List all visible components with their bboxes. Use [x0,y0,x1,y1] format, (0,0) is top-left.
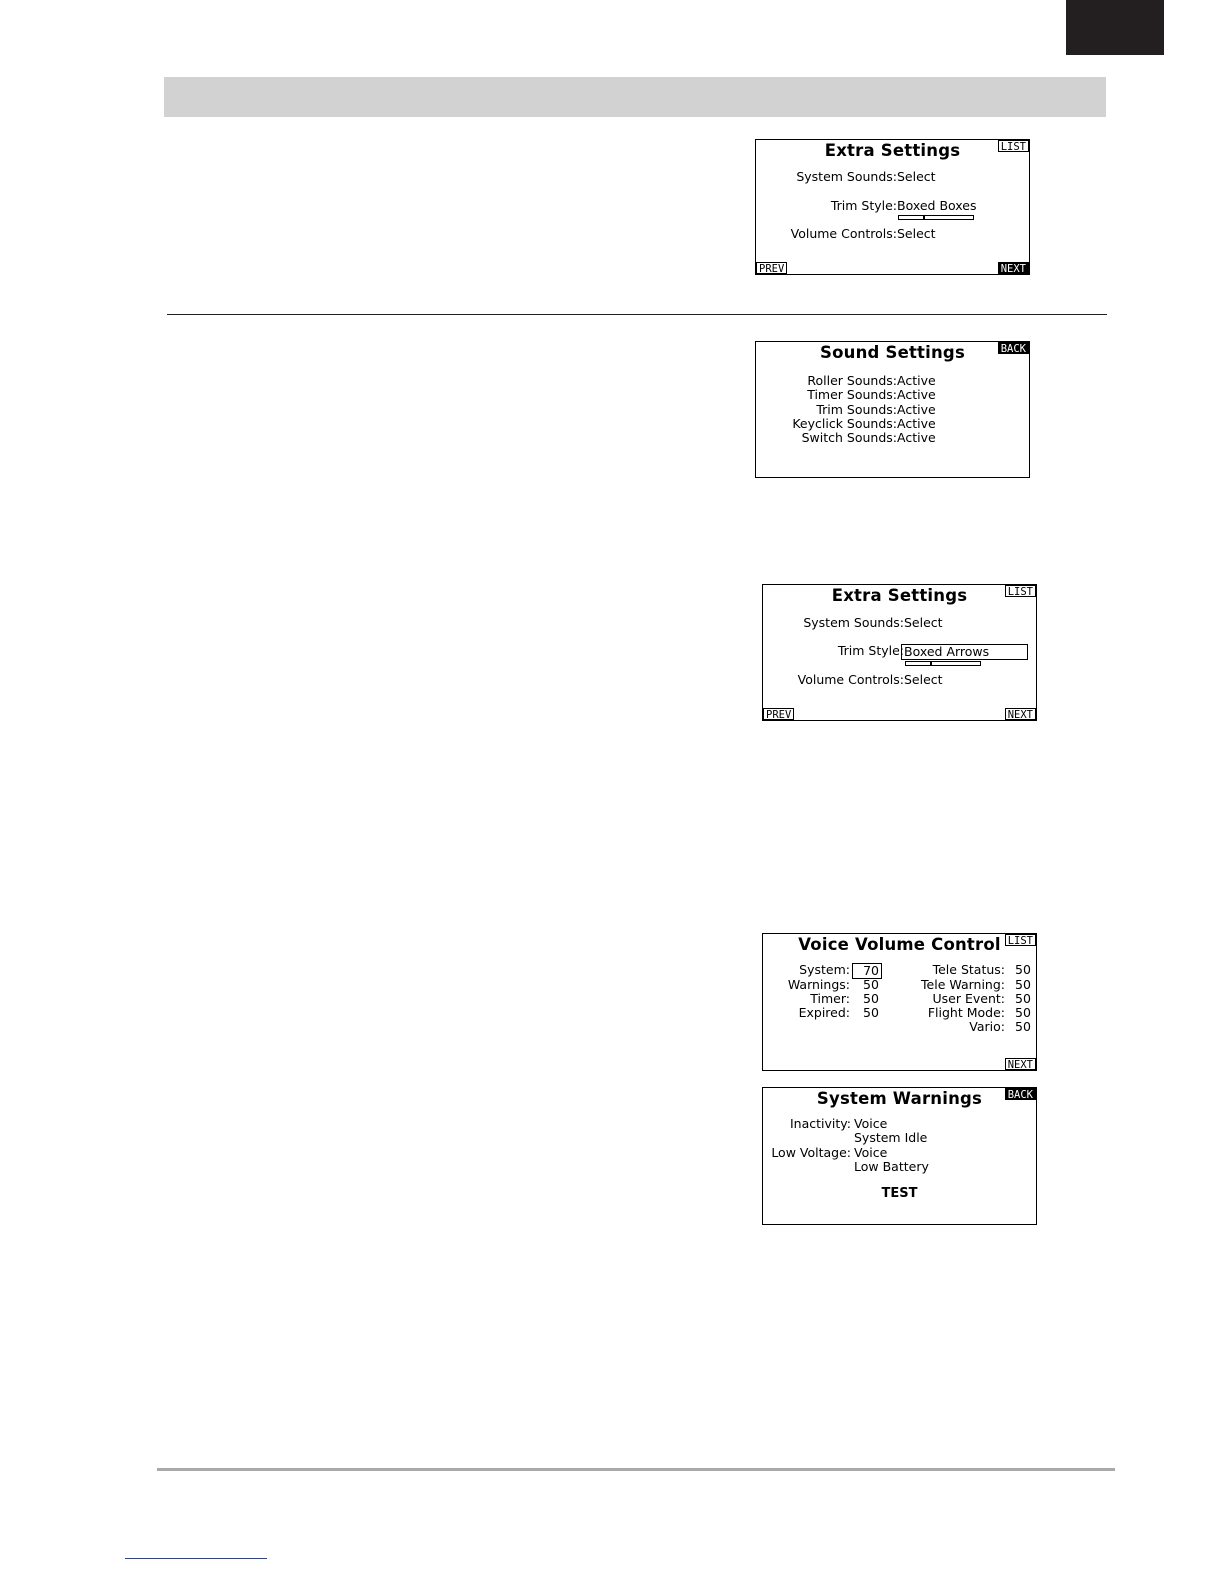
voice-right-label: User Event: [932,991,1005,1006]
next-button[interactable]: NEXT [998,262,1029,274]
trim-style-value[interactable]: Boxed Boxes [897,198,977,213]
inactivity-detail[interactable]: System Idle [854,1130,928,1145]
low-voltage-detail[interactable]: Low Battery [854,1159,929,1174]
sound-row-value[interactable]: Active [897,373,936,388]
system-sounds-value[interactable]: Select [897,169,936,184]
voice-left-value[interactable]: 50 [863,991,879,1006]
lcd-extra-settings-1 [755,139,1030,275]
system-sounds-label: System Sounds: [803,615,904,630]
trim-style-label: Trim Style: [837,643,904,658]
sound-row-label: Keyclick Sounds: [792,416,897,431]
sound-row-label: Trim Sounds: [816,402,897,417]
sound-row-label: Roller Sounds: [807,373,897,388]
voice-left-label: Timer: [810,991,850,1006]
section-header-bar [164,77,1106,117]
trim-style-preview [898,215,974,220]
screen-title: Sound Settings [820,343,965,362]
screen-title: Extra Settings [831,586,968,605]
next-button[interactable]: NEXT [1005,1058,1036,1070]
sound-row-value[interactable]: Active [897,387,936,402]
voice-left-label: Warnings: [787,977,850,992]
voice-right-label: Flight Mode: [927,1005,1005,1020]
voice-right-label: Tele Warning: [921,977,1005,992]
volume-controls-label: Volume Controls: [790,226,897,241]
voice-right-value[interactable]: 50 [1015,977,1031,992]
page-corner-tab [1066,0,1164,55]
screen-title: Voice Volume Control [798,935,1001,954]
next-button[interactable]: NEXT [1005,708,1036,720]
voice-left-label: Expired: [798,1005,850,1020]
trim-style-preview [905,661,981,666]
volume-controls-value[interactable]: Select [904,672,943,687]
volume-controls-label: Volume Controls: [797,672,904,687]
section-divider [167,314,1107,315]
sound-row-label: Switch Sounds: [801,430,897,445]
trim-preview-marker [923,216,925,219]
sound-row-value[interactable]: Active [897,416,936,431]
voice-right-value[interactable]: 50 [1015,991,1031,1006]
test-button[interactable]: TEST [881,1186,918,1201]
footer-rule [157,1468,1115,1471]
sound-row-label: Timer Sounds: [807,387,897,402]
voice-right-value[interactable]: 50 [1015,1005,1031,1020]
inactivity-label: Inactivity: [790,1116,851,1131]
trim-preview-marker [930,662,932,665]
voice-left-value[interactable]: 50 [863,1005,879,1020]
voice-left-value[interactable]: 70 [852,963,882,979]
voice-right-value[interactable]: 50 [1015,1019,1031,1034]
volume-controls-value[interactable]: Select [897,226,936,241]
trim-style-label: Trim Style: [830,198,897,213]
back-button[interactable]: BACK [1005,1088,1036,1100]
footer-link-underline [125,1558,267,1559]
back-button[interactable]: BACK [998,342,1029,354]
prev-button[interactable]: PREV [763,708,794,720]
prev-button[interactable]: PREV [756,262,787,274]
voice-left-label: System: [799,962,850,977]
lcd-voice-volume-control [762,933,1037,1071]
lcd-extra-settings-2 [762,584,1037,721]
low-voltage-label: Low Voltage: [771,1145,851,1160]
sound-row-value[interactable]: Active [897,402,936,417]
voice-right-label: Tele Status: [932,962,1005,977]
lcd-system-warnings [762,1087,1037,1225]
system-sounds-label: System Sounds: [796,169,897,184]
inactivity-value[interactable]: Voice [854,1116,888,1131]
trim-style-value[interactable]: Boxed Arrows [901,644,1028,660]
voice-left-value[interactable]: 50 [863,977,879,992]
lcd-sound-settings [755,341,1030,478]
screen-title: System Warnings [816,1089,983,1108]
low-voltage-value[interactable]: Voice [854,1145,888,1160]
voice-right-label: Vario: [969,1019,1005,1034]
voice-right-value[interactable]: 50 [1015,962,1031,977]
list-button[interactable]: LIST [1005,934,1036,946]
list-button[interactable]: LIST [998,140,1029,152]
system-sounds-value[interactable]: Select [904,615,943,630]
list-button[interactable]: LIST [1005,585,1036,597]
sound-row-value[interactable]: Active [897,430,936,445]
screen-title: Extra Settings [824,141,961,160]
